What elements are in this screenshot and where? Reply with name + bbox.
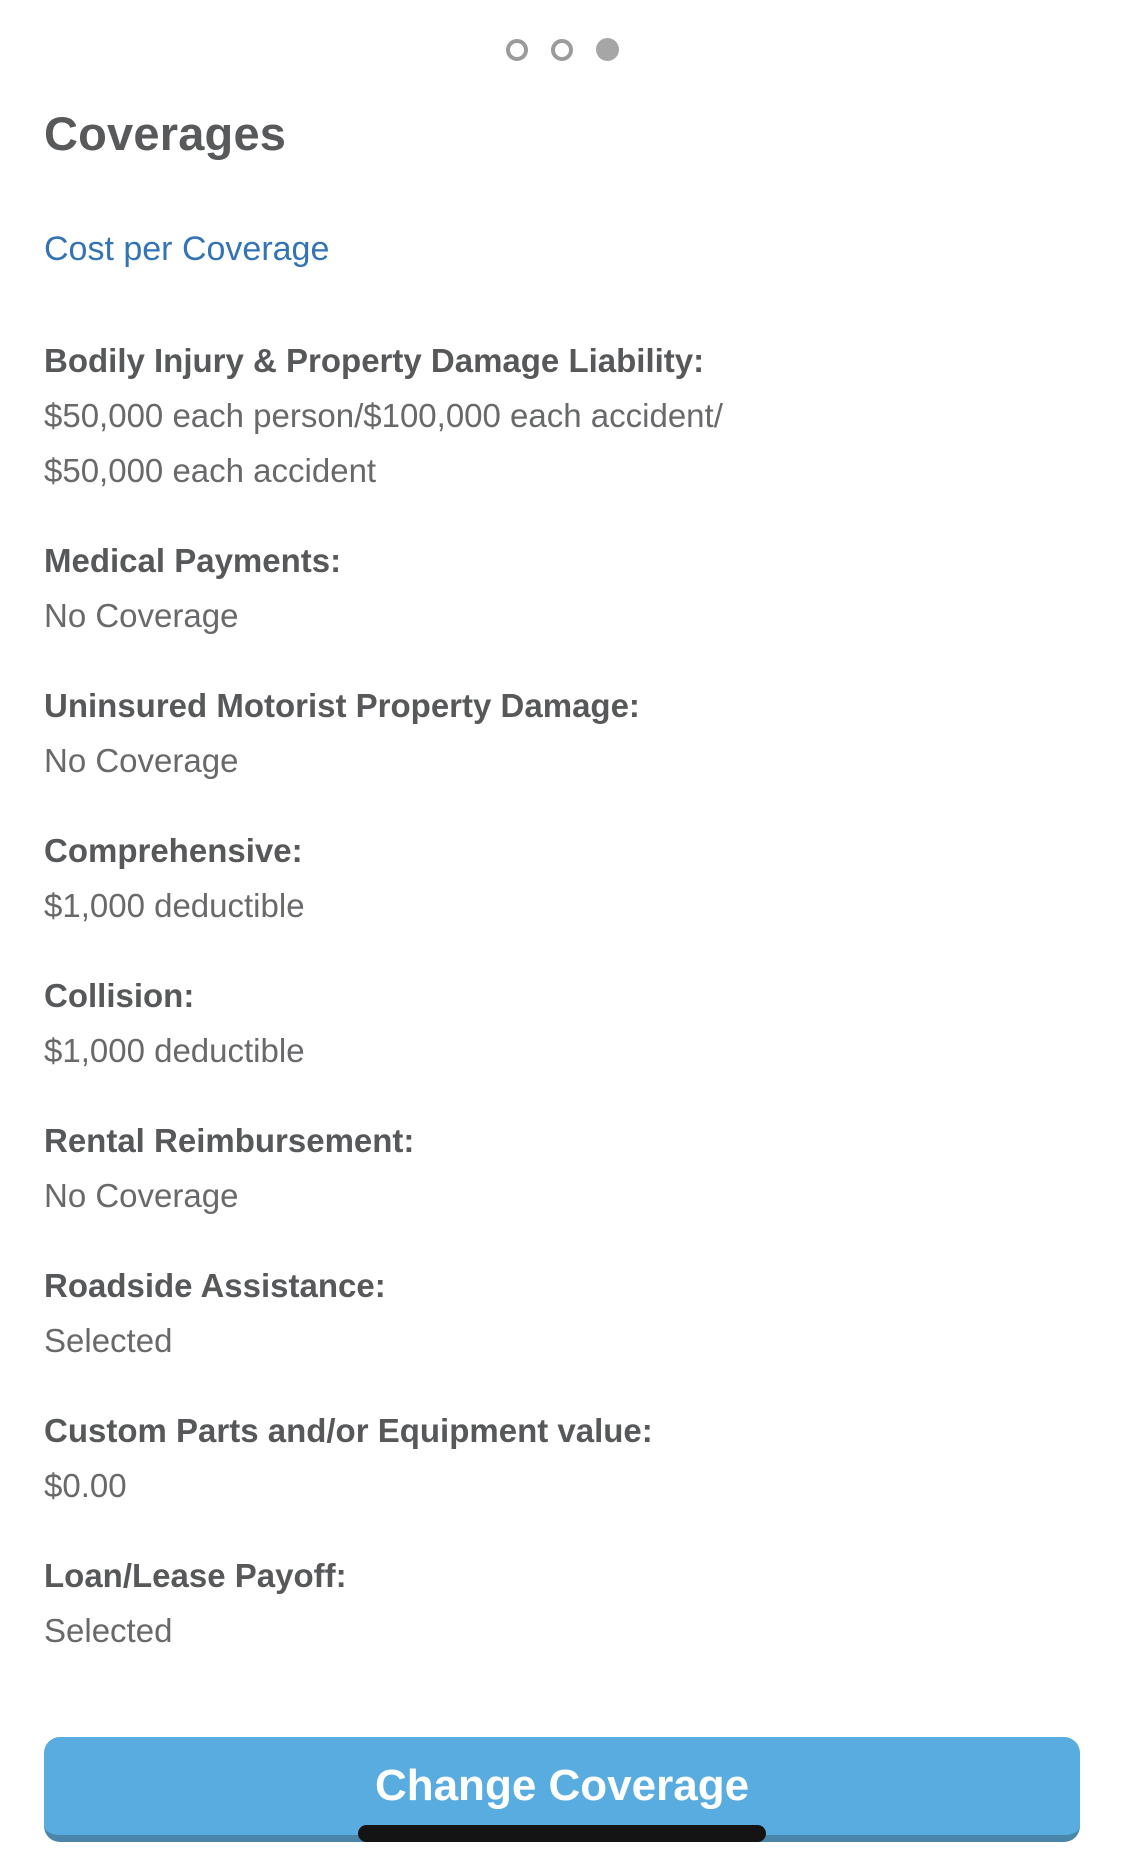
- coverage-value: No Coverage: [44, 1177, 239, 1214]
- page-dot-3-active[interactable]: [596, 38, 619, 61]
- coverage-item-collision: [44, 968, 1080, 1078]
- cost-per-coverage-link[interactable]: Cost per Coverage: [44, 230, 330, 268]
- change-coverage-button[interactable]: Change Coverage: [44, 1737, 1080, 1842]
- coverage-item-bodily-injury: [44, 333, 1080, 498]
- coverage-label: Rental Reimbursement:: [44, 1122, 415, 1159]
- coverage-value: Selected: [44, 1322, 173, 1359]
- coverage-label: Roadside Assistance:: [44, 1267, 386, 1304]
- coverage-value: Selected: [44, 1612, 173, 1649]
- coverage-item-custom-parts: [44, 1403, 1080, 1513]
- page-indicator: [0, 0, 1124, 61]
- coverage-item-comprehensive: [44, 823, 1080, 933]
- coverage-label: Medical Payments:: [44, 542, 342, 579]
- coverage-item-uninsured-motorist: [44, 678, 1080, 788]
- coverage-value: $1,000 deductible: [44, 887, 305, 924]
- page-title: Coverages: [44, 107, 287, 160]
- coverage-list: [44, 333, 1080, 1658]
- coverage-label: Collision:: [44, 977, 195, 1014]
- coverage-value: No Coverage: [44, 742, 239, 779]
- coverage-value: $50,000 each person/$100,000 each accident/ $50,000 each accident: [44, 397, 723, 489]
- coverage-label: Bodily Injury & Property Damage Liability:: [44, 342, 705, 379]
- coverage-item-roadside-assistance: [44, 1258, 1080, 1368]
- coverage-item-medical-payments: [44, 533, 1080, 643]
- coverage-item-rental-reimbursement: [44, 1113, 1080, 1223]
- coverage-label: Comprehensive:: [44, 832, 303, 869]
- page-dot-2[interactable]: [551, 39, 573, 61]
- coverage-value: No Coverage: [44, 597, 239, 634]
- coverage-label: Custom Parts and/or Equipment value:: [44, 1412, 653, 1449]
- coverage-label: Uninsured Motorist Property Damage:: [44, 687, 640, 724]
- coverage-label: Loan/Lease Payoff:: [44, 1557, 347, 1594]
- home-indicator[interactable]: [358, 1825, 766, 1842]
- page-dot-1[interactable]: [506, 39, 528, 61]
- coverage-value: $0.00: [44, 1467, 127, 1504]
- coverage-item-loan-lease-payoff: [44, 1548, 1080, 1658]
- coverage-value: $1,000 deductible: [44, 1032, 305, 1069]
